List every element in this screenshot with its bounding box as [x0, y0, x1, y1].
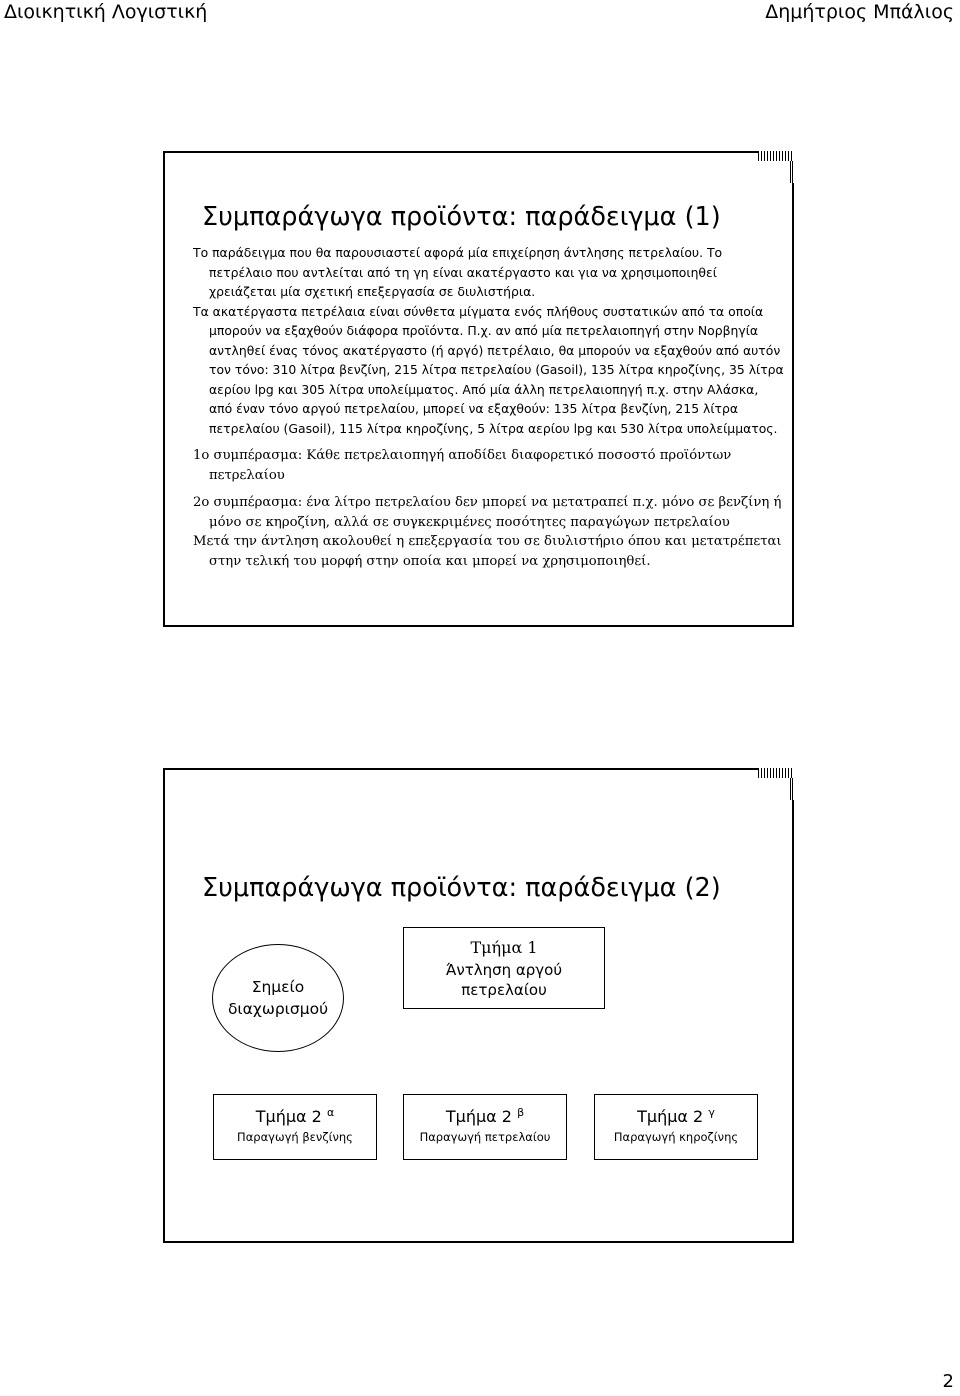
department-1-desc-line1: Άντληση αργού — [445, 961, 563, 979]
split-off-line2: διαχωρισμού — [227, 1000, 329, 1018]
split-off-point-ellipse — [212, 944, 344, 1052]
bullet-text: Τα ακατέργαστα πετρέλαια είναι σύνθετα μίγματα ενός πλήθους συστατικών από τα οποία μπορούν να εξαχθούν διάφορα προϊόντα. Π.χ. αν από μία πετρελαιοπηγή στην Νορβηγία αντληθεί ένας τόνος ακατέργαστο (ή αργό) πετρέλαιο, θα μπορούν να εξαχθούν από αυτόν τον τόνο: 310 λίτρα βενζίνη, 215 λίτρα πετρελαίου (Gasoil), 135 λίτρα κηροζίνης, 35 λίτρα αερίου lpg και 305 λίτρα υπολείμματος. Από μία άλλη πετρελαιοπηγή π.χ. στην Αλάσκα, από έναν τόνο αργού πετρελαίου, μπορεί να εξαχθούν: 135 λίτρα βενζίνη, 215 λίτρα πετρελαίου (Gasoil), 115 λίτρα κηροζίνης, 5 λίτρα αερίου lpg και 530 λίτρα υπολείμματος. — [193, 303, 784, 436]
page-number: 2 — [942, 1371, 954, 1392]
header-course-title: Διοικητική Λογιστική — [4, 1, 208, 23]
department-2a-label: Τμήμα 2 — [255, 1107, 322, 1126]
department-1-box — [403, 927, 605, 1009]
bullet-item: 1ο συμπέρασμα: Κάθε πετρελαιοπηγή αποδίδει διαφορετικό ποσοστό προϊόντων πετρελαίου — [193, 448, 732, 483]
bullet-item: Μετά την άντληση ακολουθεί η επεξεργασία του σε διυλιστήριο όπου και μετατρέπεται στην τελική του μορφή στην οποία και μπορεί να χρησιμοποιηθεί. — [193, 534, 782, 569]
slide-2-title: Συμπαράγωγα προϊόντα: παράδειγμα (2) — [202, 873, 721, 903]
slide-corner-decoration — [790, 778, 794, 800]
slide-1-bullets — [193, 243, 785, 571]
department-2c-desc: Παραγωγή κηροζίνης — [613, 1130, 739, 1144]
department-2b-box — [403, 1094, 567, 1160]
department-2a-desc: Παραγωγή βενζίνης — [237, 1130, 353, 1144]
header-author: Δημήτριος Μπάλιος — [765, 1, 954, 23]
department-2a-sup: α — [326, 1106, 335, 1119]
department-1-desc-line2: πετρελαίου — [461, 981, 547, 999]
bullet-item: 2ο συμπέρασμα: ένα λίτρο πετρελαίου δεν μπορεί να μετατραπεί π.χ. μόνο σε βενζίνη ή μόνο σε κηροζίνη, αλλά σε συγκεκριμένες ποσότητες παραγώγων πετρελαίου — [193, 495, 782, 530]
slide-corner-decoration — [790, 161, 794, 183]
department-2a-box — [213, 1094, 377, 1160]
department-2c-label: Τμήμα 2 — [637, 1107, 704, 1126]
bullet-item: Το παράδειγμα που θα παρουσιαστεί αφορά μία επιχείρηση άντλησης πετρελαίου. Το πετρέλαιο που αντλείται από τη γη είναι ακατέργαστο και για να χρησιμοποιηθεί χρειάζεται μία σχετική επεξεργασία σε διυλιστήρια. — [193, 245, 723, 299]
department-2b-sup: β — [517, 1106, 525, 1119]
slide-1-title: Συμπαράγωγα προϊόντα: παράδειγμα (1) — [202, 202, 721, 232]
slide-corner-decoration — [758, 768, 794, 778]
bullet-item — [193, 302, 785, 439]
slide-corner-decoration — [758, 151, 794, 161]
slide-1 — [163, 151, 794, 627]
department-2c-box — [594, 1094, 758, 1160]
department-1-label: Τμήμα 1 — [470, 938, 538, 957]
department-2c-sup: γ — [708, 1106, 715, 1119]
slide-2 — [163, 768, 794, 1243]
department-2b-desc: Παραγωγή πετρελαίου — [419, 1130, 551, 1144]
split-off-line1: Σημείο — [251, 978, 305, 996]
department-2b-label: Τμήμα 2 — [445, 1107, 512, 1126]
